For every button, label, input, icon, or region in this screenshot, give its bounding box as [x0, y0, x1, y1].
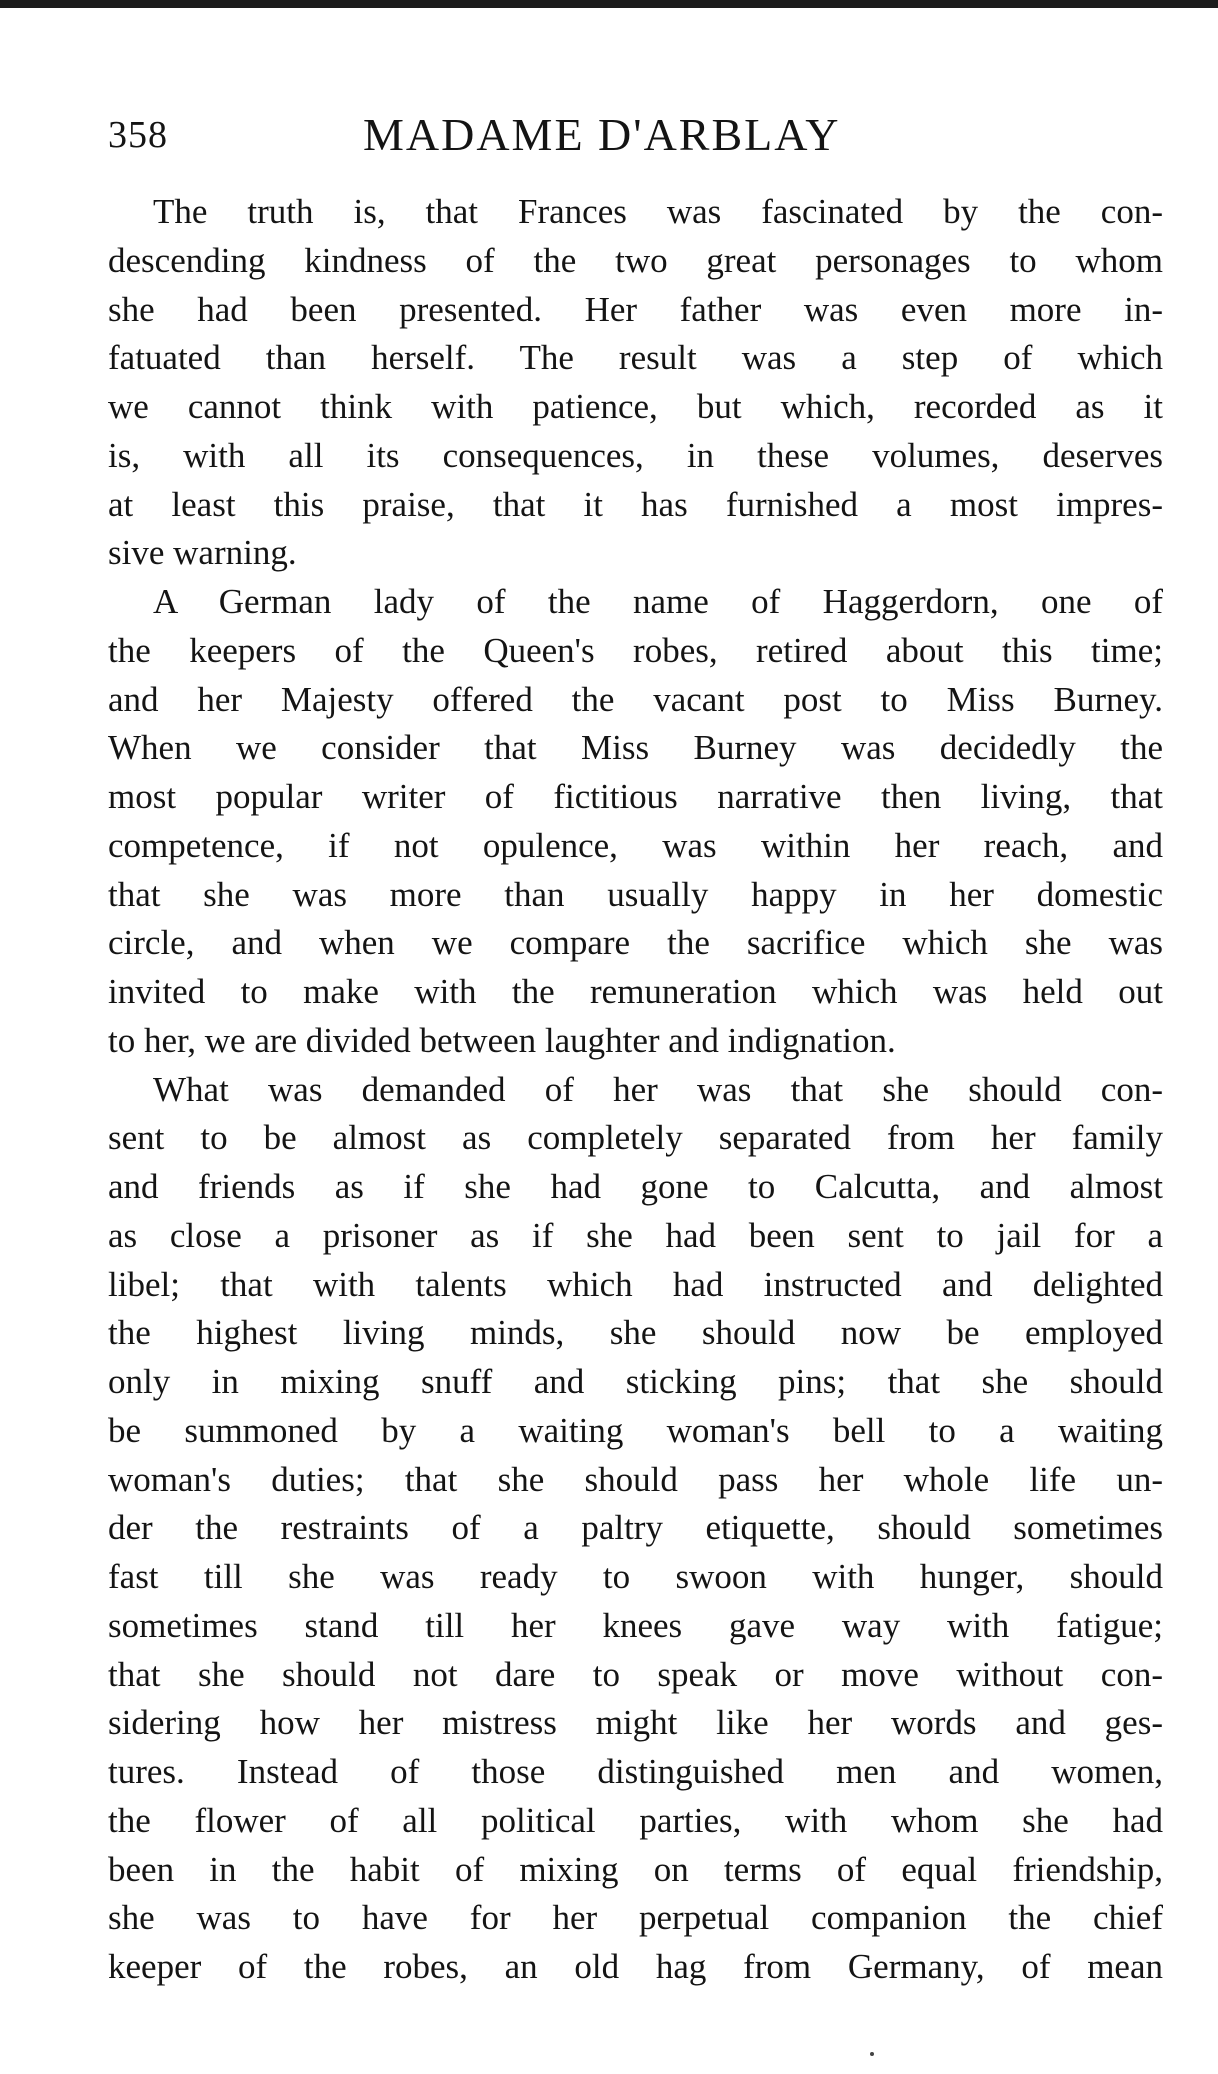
text-line: that she was more than usually happy in her domestic	[108, 874, 1163, 914]
text-line: is, with all its consequences, in these volumes, deserves	[108, 435, 1163, 475]
text-line: woman's duties; that she should pass her whole life un-	[108, 1459, 1163, 1499]
text-line: that she should not dare to speak or move without con-	[108, 1654, 1163, 1694]
text-line: we cannot think with patience, but which, recorded as it	[108, 387, 1163, 426]
text-line: The truth is, that Frances was fascinated by the con-	[153, 192, 1163, 231]
running-head-title: MADAME D'ARBLAY	[363, 109, 841, 160]
text-line: sidering how her mistress might like her words and ges-	[108, 1703, 1163, 1743]
text-line: and friends as if she had gone to Calcutta, and almost	[108, 1167, 1163, 1206]
text-line: be summoned by a waiting woman's bell to a waiting	[108, 1410, 1163, 1450]
text-line: A German lady of the name of Haggerdorn, one of	[153, 582, 1163, 621]
text-line: circle, and when we compare the sacrifice which she was	[108, 923, 1163, 963]
text-line: most popular writer of fictitious narrative then living, that	[108, 777, 1163, 816]
text-line: der the restraints of a paltry etiquette, should sometimes	[108, 1508, 1163, 1548]
page-header	[108, 100, 1168, 170]
text-line: the flower of all political parties, with whom she had	[108, 1800, 1163, 1840]
text-line: competence, if not opulence, was within her reach, and	[108, 825, 1163, 865]
text-line: and her Majesty offered the vacant post to Miss Burney.	[108, 679, 1163, 719]
text-line: sometimes stand till her knees gave way with fatigue;	[108, 1605, 1163, 1645]
body-text	[108, 188, 1163, 1992]
text-line: been in the habit of mixing on terms of equal friendship,	[108, 1849, 1163, 1889]
text-line: fast till she was ready to swoon with hunger, should	[108, 1557, 1163, 1596]
print-speck	[870, 2052, 874, 2056]
page-number: 358	[108, 114, 168, 156]
text-line: invited to make with the remuneration which was held out	[108, 972, 1163, 1011]
text-line: fatuated than herself. The result was a step of which	[108, 338, 1163, 378]
top-border-rule	[0, 0, 1218, 8]
text-line: sent to be almost as completely separated from her family	[108, 1118, 1163, 1158]
text-line: at least this praise, that it has furnished a most impres-	[108, 484, 1163, 524]
text-line: sive warning.	[108, 533, 297, 573]
text-line: she had been presented. Her father was even more in-	[108, 289, 1163, 329]
text-line: the highest living minds, she should now be employed	[108, 1313, 1163, 1353]
text-line: the keepers of the Queen's robes, retired about this time;	[108, 630, 1163, 670]
text-line: libel; that with talents which had instructed and delighted	[108, 1264, 1163, 1304]
text-line: What was demanded of her was that she should con-	[153, 1069, 1163, 1109]
text-line: tures. Instead of those distinguished men and women,	[108, 1752, 1163, 1791]
text-line: When we consider that Miss Burney was decidedly the	[108, 728, 1163, 768]
text-line: only in mixing snuff and sticking pins; that she should	[108, 1362, 1163, 1401]
text-line: she was to have for her perpetual companion the chief	[108, 1898, 1163, 1938]
text-line: keeper of the robes, an old hag from Germany, of mean	[108, 1947, 1163, 1986]
text-line: to her, we are divided between laughter and indignation.	[108, 1020, 896, 1060]
text-line: as close a prisoner as if she had been sent to jail for a	[108, 1215, 1163, 1255]
text-line: descending kindness of the two great personages to whom	[108, 240, 1163, 280]
